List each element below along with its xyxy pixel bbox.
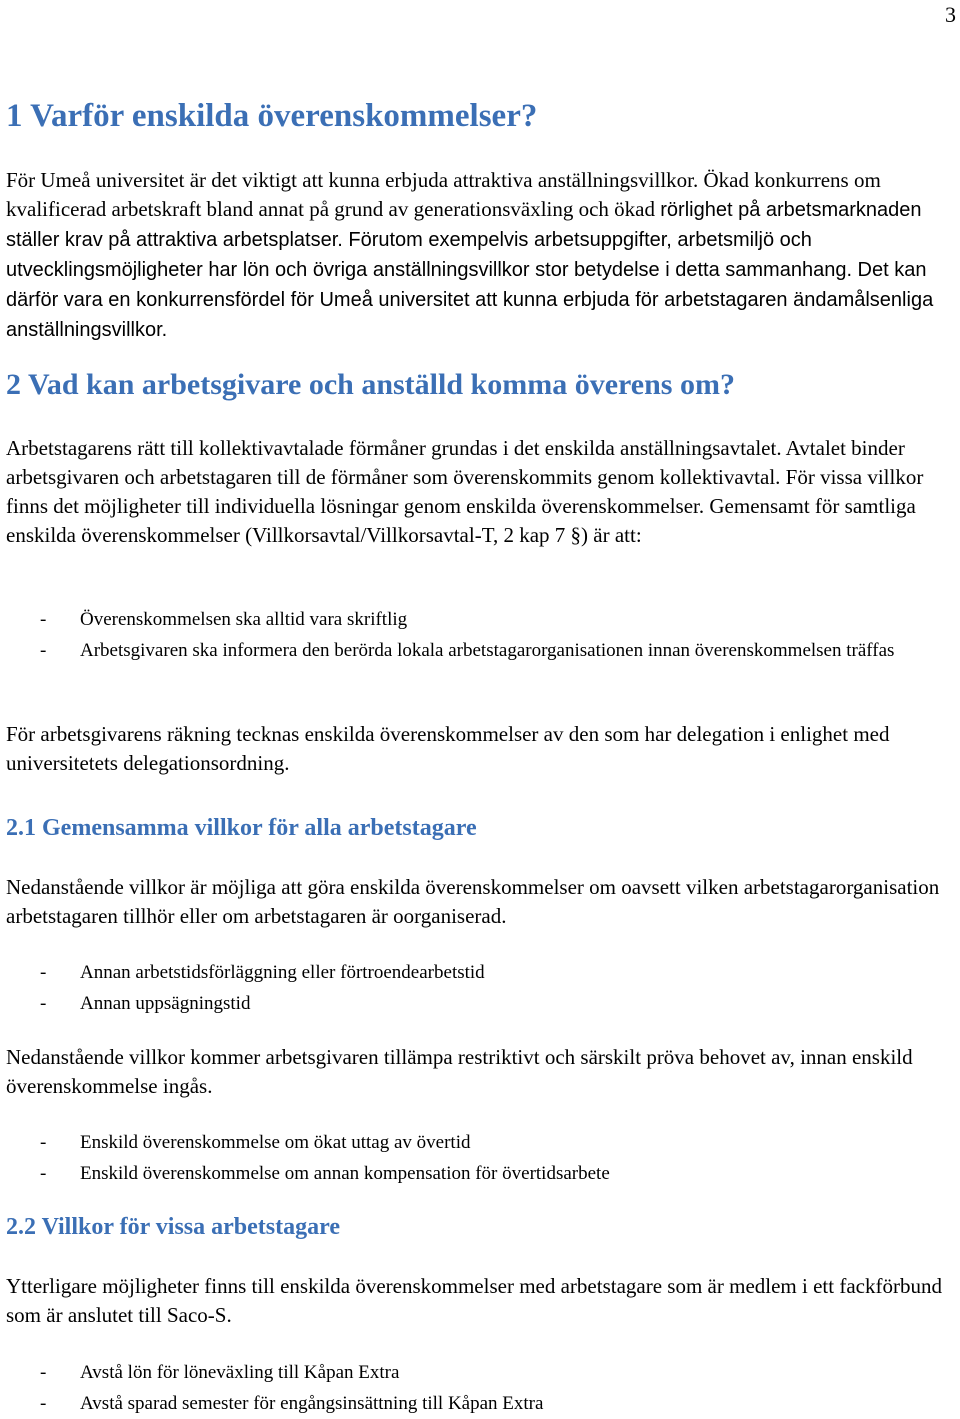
list-item: - Annan arbetstidsförläggning eller förtroendearbetstid <box>6 957 956 988</box>
dash-bullet: - <box>40 640 47 661</box>
list-common-terms <box>6 957 956 1019</box>
page-number: 3 <box>945 2 956 27</box>
list-item: - Överenskommelsen ska alltid vara skriftlig <box>6 604 956 635</box>
intro-text-serif: För Umeå universitet är det viktigt att kunna erbjuda attraktiva anställningsvillkor. Ökad konkurrens om kvalificerad arbetskraft bland annat på grund av generationsväxling och ökad <box>6 168 881 221</box>
list-saco-terms <box>6 1357 956 1419</box>
saco-paragraph: Ytterligare möjligheter finns till enskilda överenskommelser med arbetstagare som är medlem i ett fackförbund som är anslutet till Saco-S. <box>6 1274 942 1327</box>
intro-paragraph <box>6 166 956 345</box>
heading-1: 1 Varför enskilda överenskommelser? <box>6 98 538 134</box>
common-terms-paragraph: Nedanstående villkor är möjliga att göra enskilda överenskommelser om oavsett vilken arbetstagarorganisation arbetstagaren tillhör eller om arbetstagaren är oorganiserad. <box>6 875 940 928</box>
dash-bullet: - <box>40 1393 47 1414</box>
list-item: - Enskild överenskommelse om annan kompensation för övertidsarbete <box>6 1158 956 1189</box>
heading-2: 2 Vad kan arbetsgivare och anställd komma överens om? <box>6 368 735 401</box>
list-requirements <box>6 604 956 666</box>
delegation-paragraph: För arbetsgivarens räkning tecknas enskilda överenskommelser av den som har delegation i enlighet med universitetets delegationsordning. <box>6 722 890 775</box>
dash-bullet: - <box>40 962 47 983</box>
intro-text-sans: rörlighet på arbetsmarknaden ställer krav på attraktiva arbetsplatser. Förutom exempelvis arbetsuppgifter, arbetsmiljö och utvecklingsmöjligheter har lön och övriga anställningsvillkor stor betydelse i detta sammanhang. Det kan därför vara en konkurrensfördel för Umeå universitet att kunna erbjuda för arbetstagaren ändamålsenliga anställningsvillkor. <box>6 199 934 341</box>
list-item: - Avstå sparad semester för engångsinsättning till Kåpan Extra <box>6 1388 956 1419</box>
agreement-paragraph: Arbetstagarens rätt till kollektivavtalade förmåner grundas i det enskilda anställningsavtalet. Avtalet binder arbetsgivaren och arbetstagaren till de förmåner som överenskommits genom kollektivavtal. För vissa villkor finns det möjligheter till individuella lösningar genom enskilda överenskommelser. Gemensamt för samtliga enskilda överenskommelser (Villkorsavtal/Villkorsavtal-T, 2 kap 7 §) är att: <box>6 436 924 547</box>
list-item: - Arbetsgivaren ska informera den berörda lokala arbetstagarorganisationen innan överenskommelsen träffas <box>6 635 956 666</box>
dash-bullet: - <box>40 609 47 630</box>
dash-bullet: - <box>40 993 47 1014</box>
list-item: - Avstå lön för löneväxling till Kåpan Extra <box>6 1357 956 1388</box>
restrictive-paragraph: Nedanstående villkor kommer arbetsgivaren tillämpa restriktivt och särskilt pröva behovet av, innan enskild överenskommelse ingås. <box>6 1045 913 1098</box>
list-restrictive-terms <box>6 1127 956 1189</box>
dash-bullet: - <box>40 1163 47 1184</box>
heading-2-2: 2.2 Villkor för vissa arbetstagare <box>6 1214 340 1240</box>
list-item: - Enskild överenskommelse om ökat uttag av övertid <box>6 1127 956 1158</box>
dash-bullet: - <box>40 1132 47 1153</box>
heading-2-1: 2.1 Gemensamma villkor för alla arbetstagare <box>6 815 477 841</box>
dash-bullet: - <box>40 1362 47 1383</box>
list-item: - Annan uppsägningstid <box>6 988 956 1019</box>
